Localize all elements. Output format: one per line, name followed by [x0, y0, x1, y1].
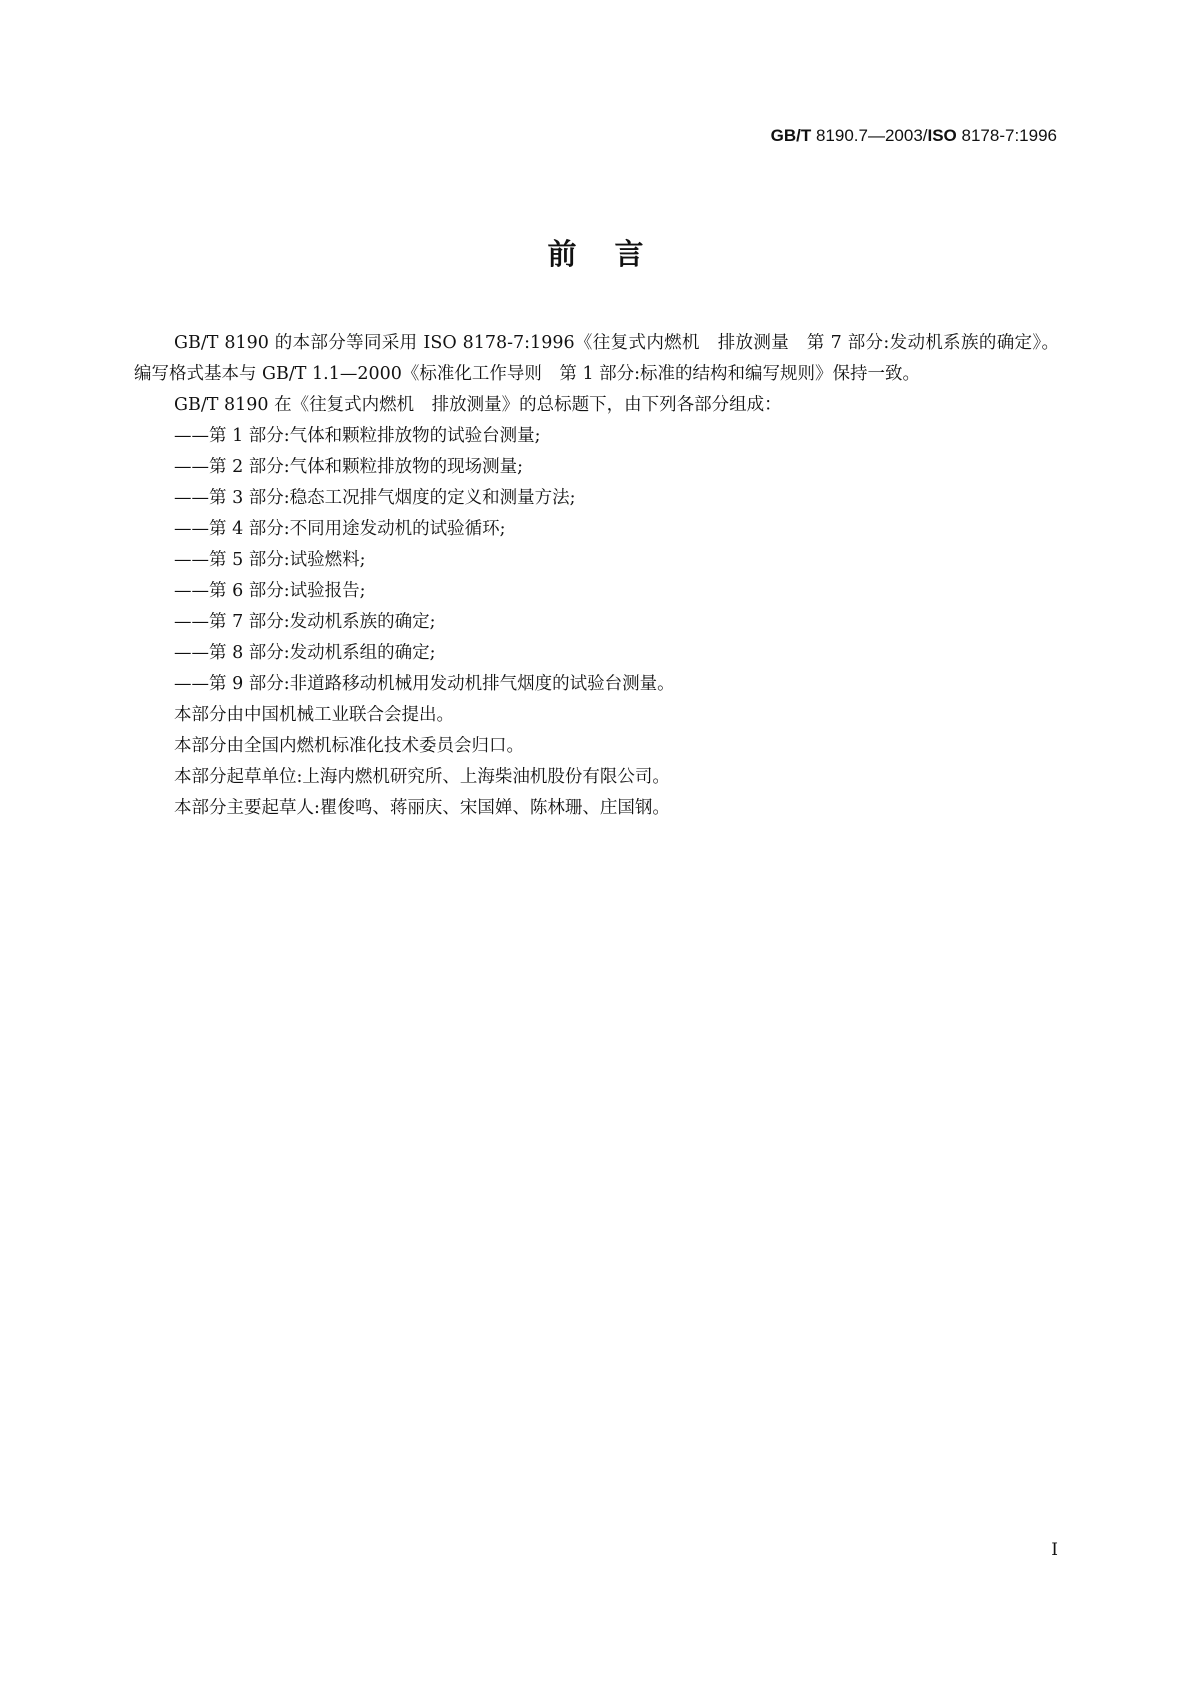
paragraph-proposed-by: 本部分由中国机械工业联合会提出。	[174, 705, 454, 725]
paragraph-adoption: GB/T 8190 的本部分等同采用 ISO 8178-7:1996《往复式内燃机 排放测量 第 7 部分:发动机系族的确定》。编写格式基本与 GB/T 1.1—2000《标准化工作导则 第 1 部分:标准的结构和编写规则》保持一致。	[134, 333, 1059, 384]
list-item-part-1: ——第 1 部分:气体和颗粒排放物的试验台测量;	[174, 426, 541, 446]
standard-number-iso-rest: 8178-7:1996	[956, 126, 1057, 145]
list-item-part-4: ——第 4 部分:不同用途发动机的试验循环;	[174, 519, 506, 539]
paragraph-drafting-units: 本部分起草单位:上海内燃机研究所、上海柴油机股份有限公司。	[174, 767, 670, 787]
list-item-part-9: ——第 9 部分:非道路移动机械用发动机排气烟度的试验台测量。	[174, 674, 675, 694]
list-item-part-8: ——第 8 部分:发动机系组的确定;	[174, 643, 436, 663]
page-title: 前言	[547, 237, 682, 271]
standard-number-gb: GB/T	[770, 126, 812, 145]
standard-number	[771, 126, 1057, 146]
standard-number-iso: ISO	[927, 126, 957, 145]
list-item-part-6: ——第 6 部分:试验报告;	[174, 581, 366, 601]
foreword-body	[134, 328, 1059, 824]
paragraph-parts-intro: GB/T 8190 在《往复式内燃机 排放测量》的总标题下，由下列各部分组成：	[174, 395, 782, 415]
paragraph-drafters: 本部分主要起草人:瞿俊鸣、蒋丽庆、宋国婵、陈林珊、庄国钢。	[174, 798, 670, 818]
page-number: I	[1051, 1540, 1058, 1560]
list-item-part-3: ——第 3 部分:稳态工况排气烟度的定义和测量方法;	[174, 488, 576, 508]
paragraph-managed-by: 本部分由全国内燃机标准化技术委员会归口。	[174, 736, 524, 756]
standard-number-gb-rest: 8190.7—2003/	[811, 126, 928, 145]
list-item-part-7: ——第 7 部分:发动机系族的确定;	[174, 612, 436, 632]
list-item-part-2: ——第 2 部分:气体和颗粒排放物的现场测量;	[174, 457, 524, 477]
list-item-part-5: ——第 5 部分:试验燃料;	[174, 550, 366, 570]
